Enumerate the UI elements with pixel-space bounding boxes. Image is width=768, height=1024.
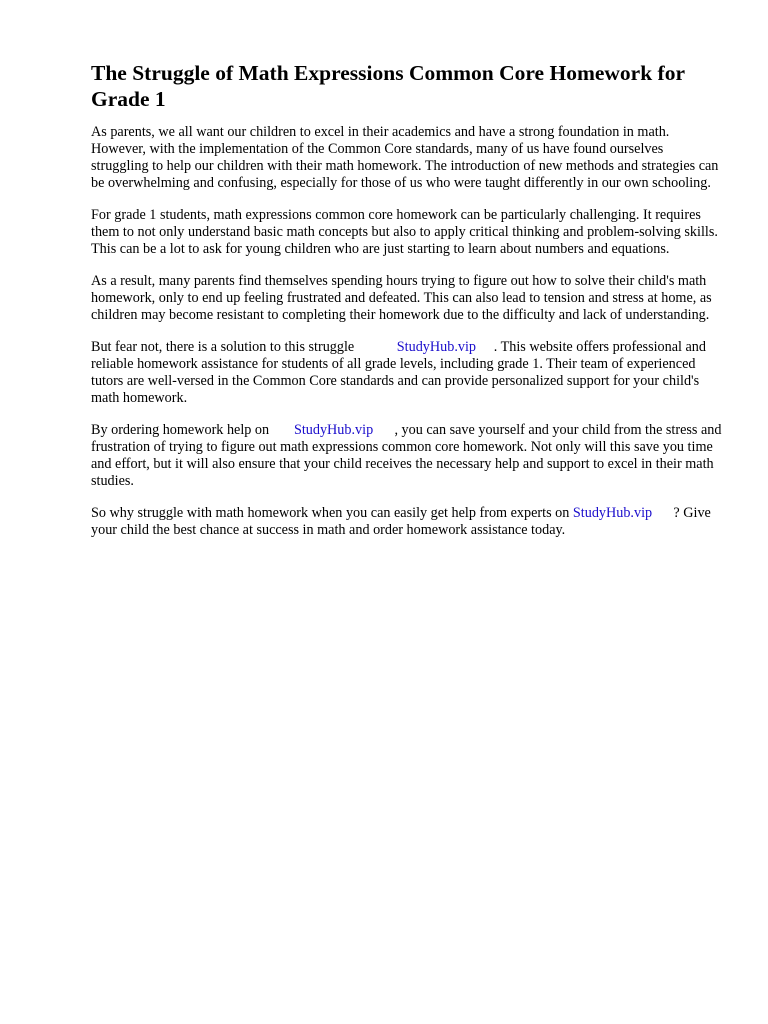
studyhub-link[interactable]	[354, 339, 494, 355]
link-label[interactable]: StudyHub.vip	[293, 422, 374, 438]
paragraph-text: But fear not, there is a solution to this struggle	[91, 339, 355, 355]
paragraph-text: By ordering homework help on	[91, 422, 270, 438]
paragraph-text: . This website offers professional and reliable homework assistance for students of all grade levels, including grade 1. Their team of experienced tutors are well-versed in the Common Core standards and can provide personalized support for your child's math homework.	[91, 339, 706, 406]
document-page	[91, 60, 723, 554]
paragraph-text: So why struggle with math homework when you can easily get help from experts on	[91, 505, 570, 521]
paragraph-closing	[91, 505, 723, 539]
paragraph-solution	[91, 339, 723, 407]
paragraph-text: ? Give your child the best chance at success in math and order homework assistance today.	[91, 505, 711, 538]
paragraph-intro: As parents, we all want our children to excel in their academics and have a strong foundation in math. However, with the implementation of the Common Core standards, many of us have found ourselves struggling to help our children with their math homework. The introduction of new methods and strategies can be overwhelming and confusing, especially for those of us who were taught differently in our own schooling.	[91, 124, 719, 191]
page-title: The Struggle of Math Expressions Common Core Homework for Grade 1	[91, 61, 685, 111]
studyhub-link[interactable]	[269, 422, 394, 438]
link-label[interactable]: StudyHub.vip	[396, 339, 477, 355]
studyhub-link[interactable]	[573, 505, 674, 521]
paragraph-grade1-challenge: For grade 1 students, math expressions common core homework can be particularly challenging. It requires them to not only understand basic math concepts but also to apply critical thinking and problem-solving skills. This can be a lot to ask for young children who are just starting to learn about numbers and equations.	[91, 207, 718, 257]
paragraph-parent-frustration: As a result, many parents find themselves spending hours trying to figure out how to solve their child's math homework, only to end up feeling frustrated and defeated. This can also lead to tension and stress at home, as children may become resistant to completing their homework due to the difficulty and lack of understanding.	[91, 273, 712, 323]
link-label[interactable]: StudyHub.vip	[572, 505, 653, 521]
paragraph-ordering	[91, 422, 723, 490]
paragraph-text: , you can save yourself and your child from the stress and frustration of trying to figure out math expressions common core homework. Not only will this save you time and effort, but it will also ensure that your child receives the necessary help and support to excel in their math studies.	[91, 422, 722, 489]
